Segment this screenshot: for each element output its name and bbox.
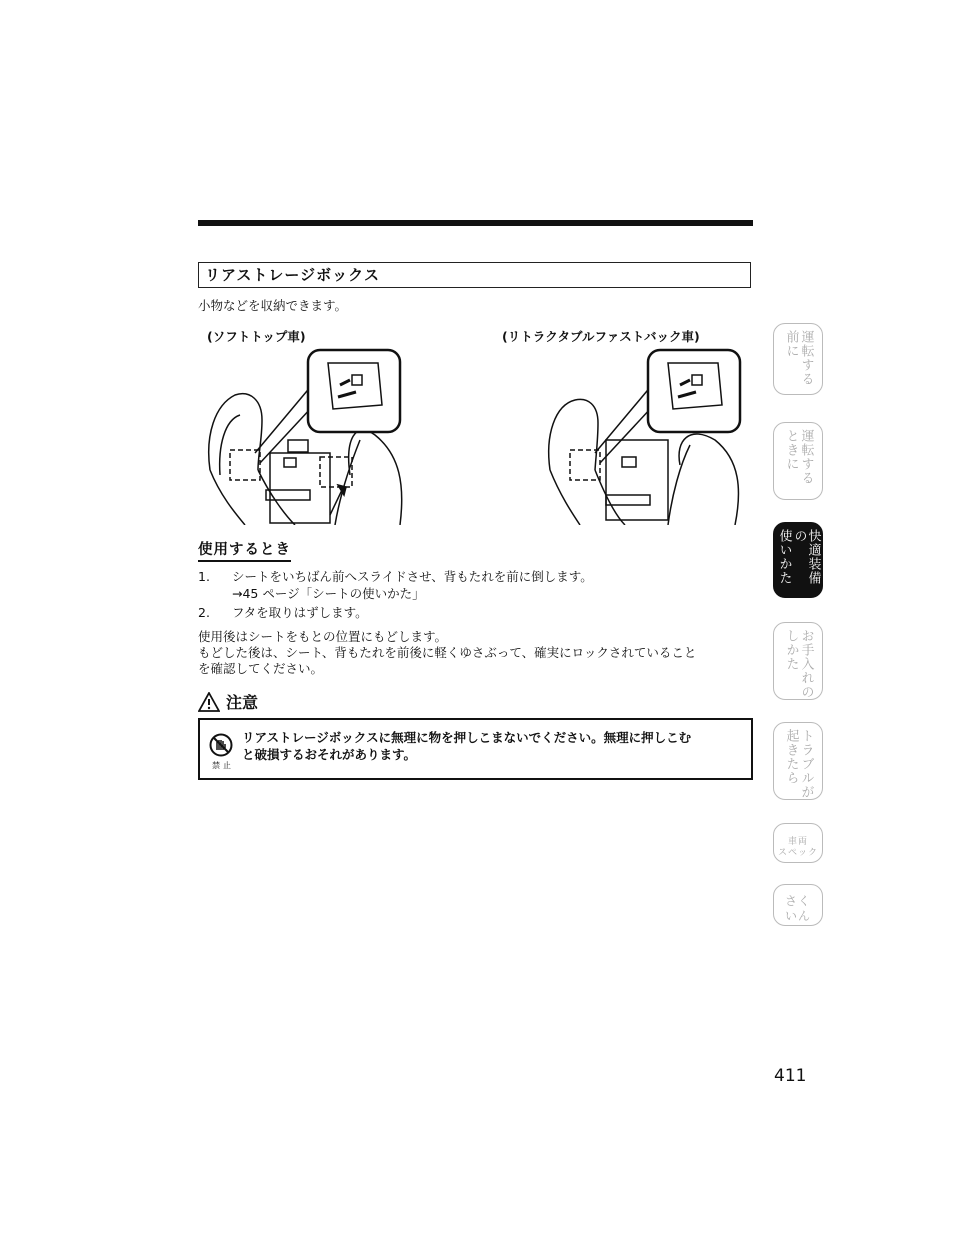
page-reference-link[interactable]: →45 ページ「シートの使いかた」: [232, 586, 425, 601]
after-use-line-3: を確認してください。: [198, 661, 324, 676]
tab-while-driving[interactable]: [773, 422, 823, 500]
tab-index[interactable]: [773, 884, 823, 926]
caution-heading: [198, 690, 258, 713]
step-number: 2.: [198, 605, 210, 620]
tab-specifications[interactable]: [773, 823, 823, 863]
prohibition-label: 禁止: [212, 761, 234, 770]
tab-label: 起きたら: [783, 729, 799, 785]
caption-soft-top: (ソフトトップ車): [207, 329, 306, 344]
usage-heading: 使用するとき: [198, 538, 291, 562]
section-title: リアストレージボックス: [198, 262, 751, 288]
intro-text: 小物などを収納できます。: [198, 298, 348, 313]
tab-label: 運転する: [798, 330, 814, 386]
tab-label: さく: [784, 893, 811, 908]
caption-fastback: (リトラクタブルファストバック車): [502, 329, 700, 344]
tab-label: 運転する: [798, 429, 814, 485]
prohibition-hand-icon: [209, 733, 233, 757]
tab-label: いん: [784, 908, 811, 923]
tab-label: 使いかた: [776, 529, 792, 585]
step-text: フタを取りはずします。: [232, 605, 368, 620]
step-number: 1.: [198, 569, 210, 584]
tab-label: スペック: [777, 847, 818, 858]
header-rule: [198, 220, 753, 226]
tab-label: お手入れの: [798, 629, 814, 699]
tab-label: しかた: [783, 629, 799, 671]
tab-label: トラブルが: [798, 729, 814, 799]
soft-top-storage-illustration: [200, 345, 415, 525]
tab-label: 車両: [787, 836, 808, 847]
caution-line-2: と破損するおそれがあります。: [242, 747, 417, 762]
page-number: 411: [774, 1066, 807, 1086]
after-use-line-2: もどした後は、シート、背もたれを前後に軽くゆさぶって、確実にロックされていること: [198, 645, 697, 660]
caution-line-1: リアストレージボックスに無理に物を押しこまないでください。無理に押しこむ: [242, 730, 692, 745]
caution-text: [242, 729, 742, 763]
caution-box: [198, 718, 753, 780]
step-1: [198, 567, 593, 585]
tab-comfort-equipment[interactable]: [773, 522, 823, 598]
tab-label: 快適装備の: [791, 529, 821, 585]
tab-label: 前に: [783, 330, 799, 358]
caution-title: 注意: [226, 693, 259, 712]
fastback-storage-illustration: [540, 345, 755, 525]
tab-before-driving[interactable]: [773, 323, 823, 395]
tab-maintenance[interactable]: [773, 622, 823, 700]
after-use-line-1: 使用後はシートをもとの位置にもどします。: [198, 629, 448, 644]
tab-troubleshooting[interactable]: [773, 722, 823, 800]
step-text: シートをいちばん前へスライドさせ、背もたれを前に倒します。: [232, 569, 593, 584]
tab-label: ときに: [783, 429, 799, 471]
warning-triangle-icon: [198, 692, 220, 712]
step-2: [198, 603, 368, 621]
